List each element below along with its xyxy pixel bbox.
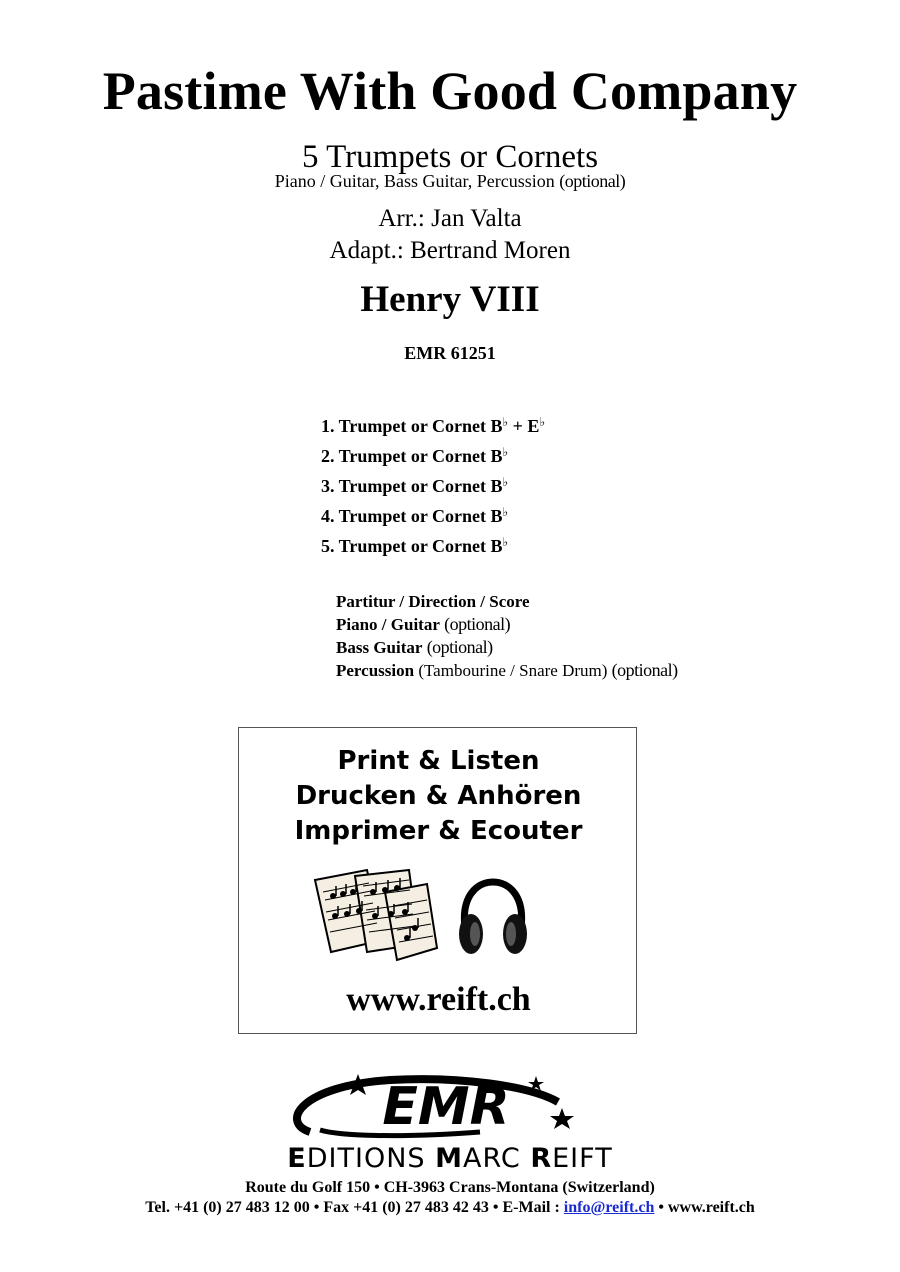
part-label: 4. Trumpet or Cornet B bbox=[321, 506, 503, 526]
publisher-word: DITIONS bbox=[306, 1143, 436, 1174]
extra-item bbox=[336, 659, 678, 682]
extra-label: Partitur / Direction / Score bbox=[336, 592, 530, 611]
publisher-contact bbox=[0, 1198, 900, 1218]
accompaniment bbox=[0, 171, 900, 191]
email-link[interactable]: info@reift.ch bbox=[563, 1199, 655, 1216]
accompaniment-optional: (optional) bbox=[559, 171, 626, 191]
publisher-name bbox=[0, 1142, 900, 1176]
extra-item bbox=[336, 591, 530, 613]
instrumentation: 5 Trumpets or Cornets bbox=[301, 139, 599, 175]
headphones-icon bbox=[455, 876, 531, 960]
extra-label: Bass Guitar bbox=[336, 638, 423, 657]
emr-logo bbox=[240, 1072, 660, 1142]
part-item bbox=[321, 445, 508, 467]
flat-sign: ♭ bbox=[502, 505, 509, 519]
extra-item bbox=[336, 613, 510, 636]
sheet-music-icon bbox=[311, 866, 441, 966]
extra-label: Piano / Guitar bbox=[336, 615, 440, 634]
part-item bbox=[321, 475, 508, 497]
extra-optional: (optional) bbox=[611, 660, 678, 680]
extra-optional: (optional) bbox=[426, 637, 493, 657]
part-extra: + E bbox=[508, 416, 540, 436]
part-label: 3. Trumpet or Cornet B bbox=[321, 476, 503, 496]
part-item bbox=[321, 415, 545, 437]
extra-label: Percussion bbox=[336, 661, 415, 680]
publisher-word: EIFT bbox=[552, 1143, 613, 1174]
extra-optional: (optional) bbox=[444, 614, 511, 634]
publisher-word: ARC bbox=[463, 1143, 531, 1174]
part-label: 2. Trumpet or Cornet B bbox=[321, 446, 503, 466]
promo-box bbox=[238, 727, 637, 1034]
extra-detail: (Tambourine / Snare Drum) bbox=[418, 661, 608, 680]
part-item bbox=[321, 535, 508, 557]
contact-phone-fax: Tel. +41 (0) 27 483 12 00 • Fax +41 (0) 27 483 42 43 • E-Mail : bbox=[145, 1199, 564, 1216]
promo-url[interactable]: www.reift.ch bbox=[346, 981, 531, 1018]
part-label: 1. Trumpet or Cornet B bbox=[321, 416, 503, 436]
svg-text:EMR: EMR bbox=[382, 1077, 510, 1137]
promo-line-fr: Imprimer & Ecouter bbox=[294, 816, 583, 846]
part-item bbox=[321, 505, 508, 527]
publisher-initial: R bbox=[530, 1143, 553, 1174]
accompaniment-text: Piano / Guitar, Bass Guitar, Percussion bbox=[274, 171, 555, 191]
catalog-number: EMR 61251 bbox=[404, 343, 496, 363]
arranger: Arr.: Jan Valta bbox=[378, 205, 522, 232]
extra-item bbox=[336, 636, 493, 659]
flat-sign: ♭ bbox=[502, 475, 509, 489]
flat-sign: ♭ bbox=[539, 415, 546, 429]
title: Pastime With Good Company bbox=[102, 61, 798, 121]
part-label: 5. Trumpet or Cornet B bbox=[321, 536, 503, 556]
publisher-initial: M bbox=[435, 1143, 463, 1174]
flat-sign: ♭ bbox=[502, 415, 509, 429]
composer: Henry VIII bbox=[360, 279, 540, 320]
publisher-initial: E bbox=[287, 1143, 307, 1174]
adapter: Adapt.: Bertrand Moren bbox=[329, 237, 571, 264]
contact-website: • www.reift.ch bbox=[654, 1199, 755, 1216]
promo-line-de: Drucken & Anhören bbox=[295, 781, 582, 811]
promo-line-en: Print & Listen bbox=[337, 746, 540, 776]
publisher-address: Route du Golf 150 • CH-3963 Crans-Montana (Switzerland) bbox=[245, 1179, 655, 1196]
flat-sign: ♭ bbox=[502, 535, 509, 549]
flat-sign: ♭ bbox=[502, 445, 509, 459]
